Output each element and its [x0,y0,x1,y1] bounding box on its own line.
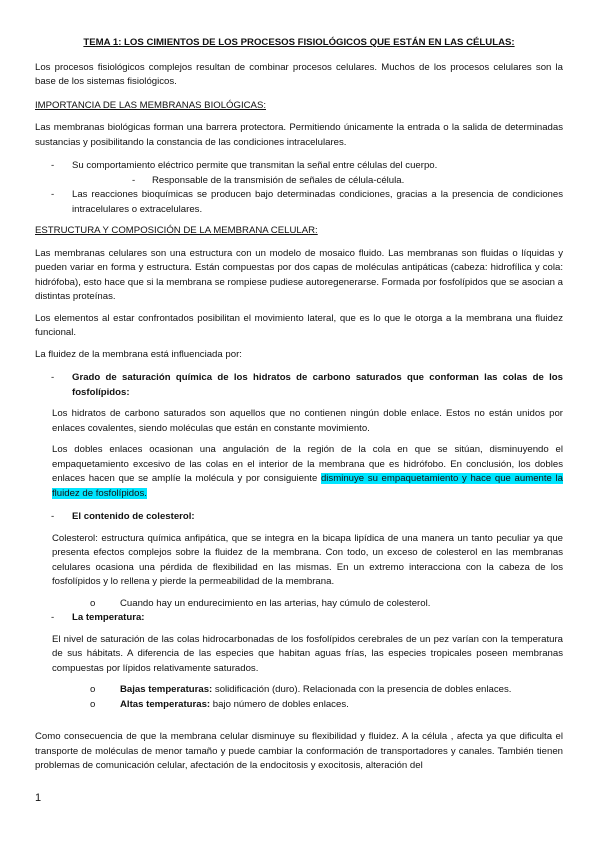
factor-paragraph: Los hidratos de carbono saturados son aquellos que no contienen ningún doble enlace. Estos no están unidos por enlaces covalentes, siendo moléculas que están en constante movimiento. [52,408,563,434]
page-number: 1 [35,792,42,804]
list-item [35,159,563,174]
paragraph-text: Los dobles enlaces ocasionan una angulación de la región de la cola en que se sitúan, disminuyendo el empaquetamiento excesivo de las colas en el interior de la membrana que es hidrófobo. En conclusión, los dobles enlaces hacen que se amplíe la molécula y por consiguiente [52,444,563,484]
list-item [35,188,563,217]
factor-paragraph: El nivel de saturación de las colas hidrocarbonadas de los fosfolípidos cerebrales de un pez varían con la temperatura de sus hábitats. A diferencia de las especies que habitan aguas frías, las especies tropicales poseen membranas compuestas por lípidos relativamente saturados. [52,633,563,674]
list-item [35,611,563,626]
circle-bullet: o [90,597,96,609]
section-heading-importance: IMPORTANCIA DE LAS MEMBRANAS BIOLÓGICAS: [35,99,267,111]
factor-title: La temperatura: [72,612,145,623]
list-item-text: Responsable de la transmisión de señales de célula-célula. [152,174,405,186]
closing-paragraph: Como consecuencia de que la membrana celular disminuye su flexibilidad y fluidez. A la célula , afecta ya que dificulta el transporte de moléculas de menor tamaño y puede cambiar la conformación de transportadores y canales. También tienen problemas de comunicación celular, afectación de la endocitosis y exocitosis, alteración del [35,731,563,771]
list-item-text: Las reacciones bioquímicas se producen bajo determinadas condiciones, gracias a la presencia de condiciones intracelulares o extracelulares. [72,189,563,215]
dash-bullet: - [51,612,55,623]
dash-bullet: - [51,372,55,383]
factor-title: Grado de saturación química de los hidratos de carbono saturados que conforman las colas de los fosfolípidos: [72,372,563,398]
dash-bullet: - [51,511,55,522]
list-item [35,597,563,612]
list-item-label: Bajas temperaturas: [120,684,213,695]
list-item-text: bajo número de dobles enlaces. [210,698,349,710]
list-item [35,510,563,525]
structure-paragraph: Las membranas celulares son una estructura con un modelo de mosaico fluido. Las membranas son fluidas o líquidas y pueden variar en forma y estructura. Están compuestas por dos capas de moléculas antipáticas (cabeza: hidrofílica y cola: hidrófoba), esto hace que si la membrana se rompiese pudiese autoregenerarse. Formada por fosfolípidos que se asocian a distintas proteínas. [35,247,563,302]
list-item [35,174,563,189]
dash-bullet: - [132,174,136,186]
page-title: TEMA 1: LOS CIMIENTOS DE LOS PROCESOS FISIOLÓGICOS QUE ESTÁN EN LAS CÉLULAS: [83,37,515,48]
list-item [35,371,563,400]
list-item-text: Cuando hay un endurecimiento en las arterias, hay cúmulo de colesterol. [120,597,431,609]
factor-paragraph: Colesterol: estructura química anfipática, que se integra en la bicapa lipídica de una manera un tanto peculiar ya que presenta efectos complejos sobre la fluidez de la membrana. Con todo, un exceso de colesterol en las membranas celulares ocasiona una pérdida de flexibilidad en las mismas. En un extremo interacciona con la cabeza de los fosfolípidos y lo rellena y pierde la permeabilidad de la membrana. [52,532,563,587]
structure-paragraph: Los elementos al estar confrontados posibilitan el movimiento lateral, que es lo que le otorga a la membrana una fluidez funcional. [35,312,563,338]
importance-paragraph: Las membranas biológicas forman una barrera protectora. Permitiendo únicamente la entrada o la salida de determinadas sustancias y posibilitando la constancia de las condiciones intracelulares. [35,122,563,148]
circle-bullet: o [90,698,96,710]
document-body [35,36,563,774]
dash-bullet: - [51,189,55,200]
highlighted-text: disminuye su empaquetamiento y hace que aumente la fluidez de fosfolípidos. [52,473,563,499]
list-item-text: solidificación (duro). Relacionada con la presencia de dobles enlaces. [212,684,512,695]
factor-title: El contenido de colesterol: [72,511,195,522]
intro-paragraph: Los procesos fisiológicos complejos resultan de combinar procesos celulares. Muchos de los procesos celulares son la base de los sistemas fisiológicos. [35,61,563,87]
factor-paragraph [35,443,563,501]
list-item [35,698,563,713]
fluidity-intro: La fluidez de la membrana está influenciada por: [35,348,242,360]
dash-bullet: - [51,160,55,171]
list-item [35,683,563,698]
list-item-text: Su comportamiento eléctrico permite que transmitan la señal entre células del cuerpo. [72,160,438,171]
section-heading-structure: ESTRUCTURA Y COMPOSICIÓN DE LA MEMBRANA CELULAR: [35,225,318,236]
circle-bullet: o [90,684,96,695]
list-item-label: Altas temperaturas: [120,698,211,710]
